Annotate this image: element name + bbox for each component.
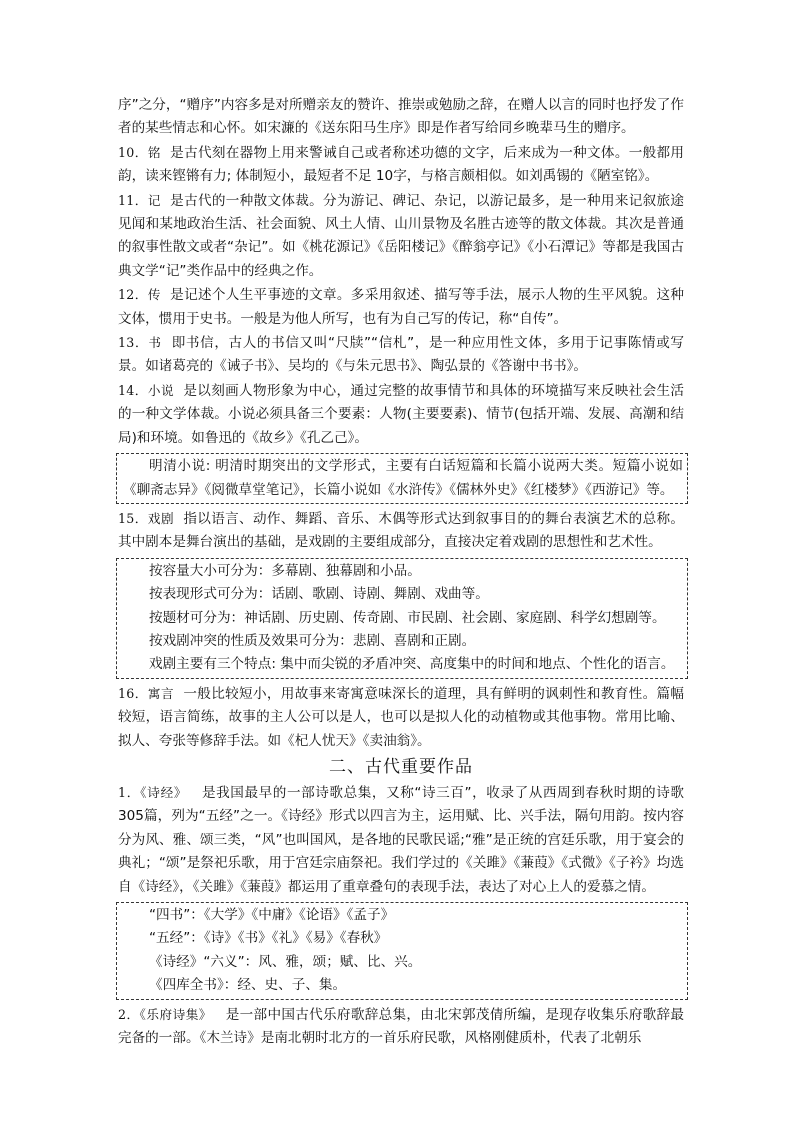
- section-title: 二、古代重要作品: [329, 756, 473, 777]
- item-number: 16．寓言: [118, 685, 175, 701]
- intro-paragraph: 序”之分，“赠序”内容多是对所赠亲友的赞许、推崇或勉励之辞，在赠人以言的同时也抒发了作者的某些情志和心怀。如宋濂的《送东阳马生序》即是作者写给同乡晚辈马生的赠序。: [118, 97, 684, 137]
- work-number: 2．《乐府诗集》: [118, 1006, 212, 1022]
- drama-classification: 按题材可分为：神话剧、历史剧、传奇剧、市民剧、社会剧、家庭剧、科学幻想剧等。: [149, 609, 666, 626]
- item-fable: 16．寓言 一般比较短小，用故事来寄寓意味深长的道理，具有鲜明的讽刺性和教育性。篇幅较短，语言简练，故事的主人公可以是人，也可以是拟人化的动植物或其他事物。常用比喻、拟人、夸张等修辞手法。如《杞人忧天》《卖油翁》。: [118, 685, 684, 749]
- drama-callout-box: [116, 558, 688, 679]
- novel-callout-box: 明清小说: 明清时期突出的文学形式，主要有白话短篇和长篇小说两大类。短篇小说如《聊斋志异》《阅微草堂笔记》，长篇小说如《水浒传》《儒林外史》《红楼梦》《西游记》等。: [116, 453, 688, 504]
- six-principles: 《诗经》“六义”：风、雅，颂；赋、比、兴。: [149, 953, 422, 970]
- item-record: 11．记 是古代的一种散文体裁。分为游记、碑记、杂记，以游记最多，是一种用来记叙旅途见闻和某地政治生活、社会面貌、风土人情、山川景物及名胜古迹等的散文体裁。其次是普通的叙事性散文或者“杂记”。如《桃花源记》《岳阳楼记》《醉翁亭记》《小石潭记》等都是我国古典文学“记”类作品中的经典之作。: [118, 192, 684, 279]
- item-biography: 12．传 是记述个人生平事迹的文章。多采用叙述、描写等手法，展示人物的生平风貌。这种文体，惯用于史书。一般是为他人所写，也有为自己写的传记，称“自传”。: [118, 287, 684, 327]
- drama-classification: 按戏剧冲突的性质及效果可分为：悲剧、喜剧和正剧。: [149, 632, 476, 649]
- item-number: 15．戏剧: [118, 510, 175, 526]
- item-novel: 14．小说 是以刻画人物形象为中心，通过完整的故事情节和具体的环境描写来反映社会生活的一种文学体裁。小说必须具备三个要素：人物(主要要素)、情节(包括开端、发展、高潮和结局)和环境。如鲁迅的《故乡》《孔乙己》。: [118, 382, 684, 446]
- item-number: 14．小说: [118, 382, 175, 398]
- document-page: [118, 94, 684, 1050]
- drama-classification: 按容量大小可分为：多幕剧、独幕剧和小品。: [149, 562, 421, 579]
- item-letter: 13．书 即书信，古人的书信又叫“尺牍”“信札”，是一种应用性文体，多用于记事陈情或写景。如诸葛亮的《诫子书》、吴均的《与朱元思书》、陶弘景的《答谢中书书》。: [118, 335, 684, 375]
- work-yuefu: 2．《乐府诗集》 是一部中国古代乐府歌辞总集，由北宋郭茂倩所编，是现存收集乐府歌辞最完备的一部。《木兰诗》是南北朝时北方的一首乐府民歌，风格刚健质朴，代表了北朝乐: [118, 1006, 684, 1047]
- item-number: 11．记: [118, 192, 161, 208]
- item-drama: 15．戏剧 指以语言、动作、舞蹈、音乐、木偶等形式达到叙事目的的舞台表演艺术的总称。其中剧本是舞台演出的基础，是戏剧的主要组成部分，直接决定着戏剧的思想性和艺术性。: [118, 510, 684, 551]
- drama-classification: 按表现形式可分为：话剧、歌剧、诗剧、舞剧、戏曲等。: [149, 586, 489, 603]
- item-number: 12．传: [118, 287, 161, 303]
- intro-note: 如宋濂的《送东阳马生序》即是作者写给同乡晚辈马生的赠序。: [253, 120, 635, 137]
- item-number: 13．书: [118, 335, 162, 351]
- drama-features: 戏剧主要有三个特点: 集中而尖锐的矛盾冲突、高度集中的时间和地点、个性化的语言。: [149, 656, 675, 673]
- five-classics: “五经”：《诗》《书》《礼》《易》《春秋》: [149, 930, 388, 947]
- siku-quanshu: 《四库全书》：经、史、子、集。: [149, 977, 347, 994]
- item-number: 10．铭: [118, 144, 161, 160]
- work-shijing: 1．《诗经》 是我国最早的一部诗歌总集，又称“诗三百”，收录了从西周到春秋时期的诗歌 305篇，列为“五经”之一。《诗经》形式以四言为主，运用赋、比、兴手法，隔句用韵。按内容分为风、雅、颂三类，“风”也叫国风，是各地的民歌民谣;“雅”是正统的宫廷乐歌，用于宴会的典礼；“颂”是祭祀乐歌，用于宫廷宗庙祭祀。我们学过的《关雎》《蒹葭》《式微》《子衿》均选自《诗经》，《关雎》《蒹葭》都运用了重章叠句的表现手法，表达了对心上人的爱慕之情。: [118, 784, 684, 895]
- four-books: “四书”：《大学》《中庸》《论语》《孟子》: [149, 907, 395, 923]
- item-inscription: 10．铭 是古代刻在器物上用来警诫自己或者称述功德的文字，后来成为一种文体。一般都用韵，读来铿锵有力; 体制短小，最短者不足 10字，与格言颇相似。如刘禹锡的《陋室铭》。: [118, 144, 684, 185]
- work-number: 1．《诗经》: [118, 784, 188, 800]
- classics-callout-box: [116, 902, 688, 1000]
